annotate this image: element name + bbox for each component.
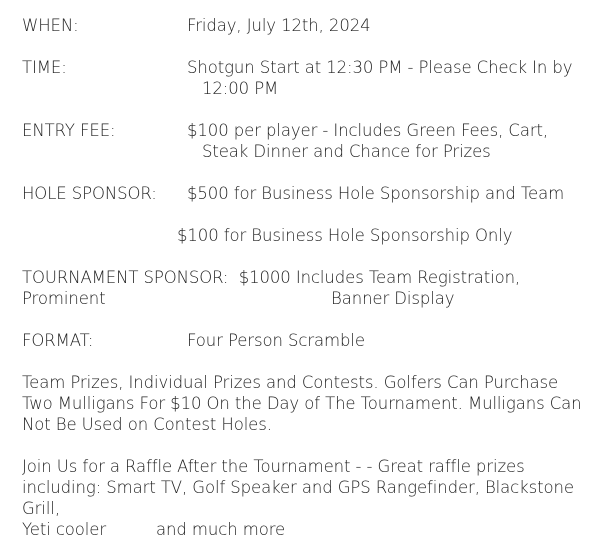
format-label: FORMAT: [22,331,94,350]
format-value: Four Person Scramble [187,331,365,350]
time-row [22,57,592,99]
tournament-sponsor-line [22,267,592,288]
tournament-sponsor-line-2 [22,288,592,309]
hole-sponsor-extra-row [22,225,592,246]
tournament-sponsor-label: TOURNAMENT SPONSOR: [22,268,229,287]
event-details-document [22,15,592,540]
tournament-sponsor-banner: Banner Display [331,289,455,308]
raffle-paragraph [22,456,587,540]
hole-sponsor-row [22,183,592,204]
hole-sponsor-value: $500 for Business Hole Sponsorship and Team [187,184,565,203]
format-row [22,330,592,351]
when-value: Friday, July 12th, 2024 [187,16,371,35]
when-label: WHEN: [22,16,79,35]
when-row [22,15,592,36]
hole-sponsor-extra: $100 for Business Hole Sponsorship Only [177,226,513,245]
tournament-sponsor-prominent: Prominent [22,289,106,308]
raffle-more: and much more [156,520,286,539]
tournament-sponsor-value: $1000 Includes Team Registration, [238,268,521,287]
tournament-sponsor-row [22,267,592,309]
entry-fee-row [22,120,592,162]
raffle-text: Join Us for a Raffle After the Tournament - - Great raffle prizes including: Smart TV, Golf Speaker and GPS Rangefinder, Blackstone Grill, [22,457,574,518]
time-label: TIME: [22,58,67,77]
entry-fee-label: ENTRY FEE: [22,121,116,140]
prizes-paragraph: Team Prizes, Individual Prizes and Contests. Golfers Can Purchase Two Mulligans For $10 On the Day of The Tournament. Mulligans Can Not Be Used on Contest Holes. [22,373,582,434]
hole-sponsor-label: HOLE SPONSOR: [22,184,157,203]
time-value: Shotgun Start at 12:30 PM - Please Check In by 12:00 PM [187,58,573,98]
entry-fee-value: $100 per player - Includes Green Fees, Cart, Steak Dinner and Chance for Prizes [187,121,549,161]
raffle-yeti: Yeti cooler [22,520,107,539]
